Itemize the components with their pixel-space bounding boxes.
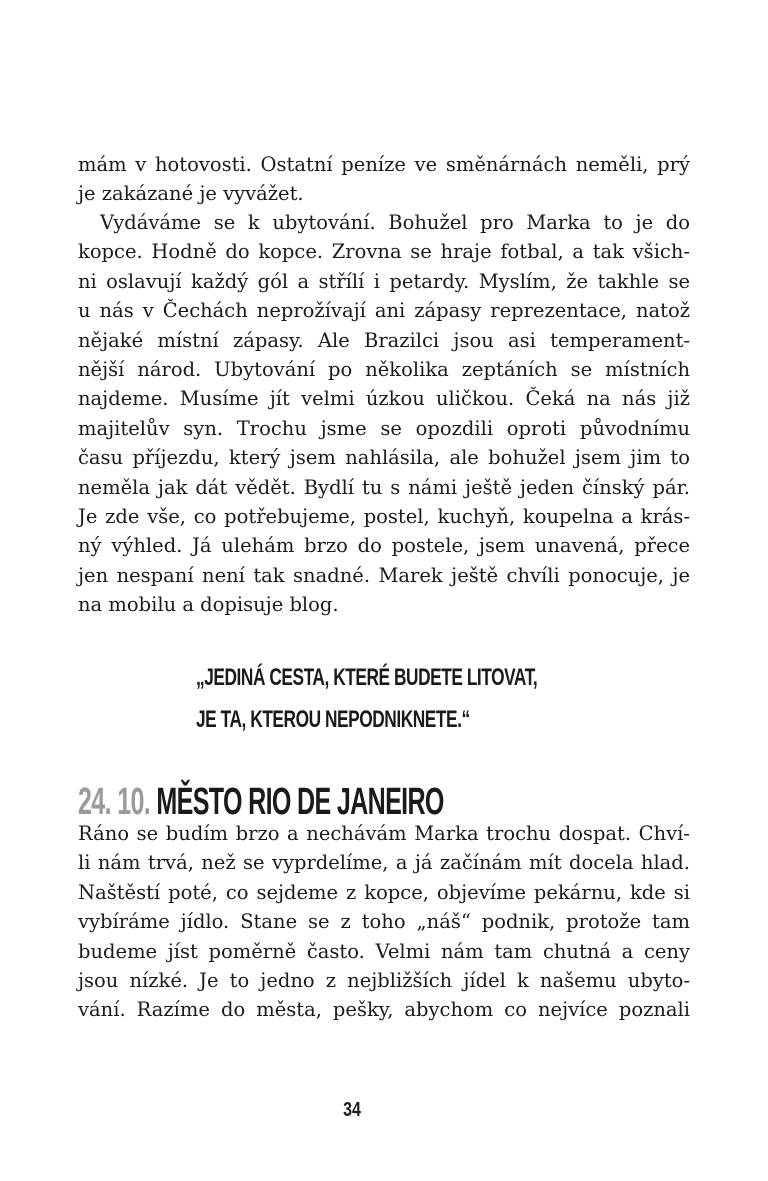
paragraph-continuation [78,150,690,209]
pull-quote-line-2: JE TA, KTEROU NEPODNIKNETE.“ [196,706,470,733]
text-line: ný výhled. Já ulehám brzo do postele, jsem unavená, přece [78,534,690,558]
text-line: neměla jak dát vědět. Bydlí tu s námi ještě jeden čínský pár. [78,475,690,499]
text-line: jsou nízké. Je to jedno z nejbližších jídel k našemu ubyto- [78,968,690,992]
text-line: vybíráme jídlo. Stane se z toho „náš“ podnik, protože tam [78,910,690,934]
section-title: MĚSTO RIO DE JANEIRO [156,781,444,823]
paragraph-accommodation [78,208,690,619]
text-line: mám v hotovosti. Ostatní peníze ve směnárnách neměli, prý [78,153,690,176]
text-line: najdeme. Musíme jít velmi úzkou uličkou. Čeká na nás již [78,387,690,411]
section-date: 24. 10. [78,781,151,823]
text-line: ni oslavují každý gól a střílí i petardy. Myslím, že takhle se [78,269,690,293]
section-heading [78,780,444,824]
text-line: Naštěstí poté, co sejdeme z kopce, objevíme pekárnu, kde si [78,880,690,904]
text-line: u nás v Čechách neprožívají ani zápasy reprezentace, natož [78,299,690,323]
text-line: Vydáváme se k ubytování. Bohužel pro Marka to je do [100,211,690,234]
text-line: vání. Razíme do města, pešky, abychom co nejvíce poznali [78,998,690,1022]
text-line: kopce. Hodně do kopce. Zrovna se hraje fotbal, a tak všich- [78,240,690,264]
pull-quote-line-1: „JEDINÁ CESTA, KTERÉ BUDETE LITOVAT, [196,664,538,691]
text-line: li nám trvá, než se vyprdelíme, a já začínám mít docela hlad. [78,851,690,875]
paragraph-rio-morning [78,819,690,1025]
text-line: na mobilu a dopisuje blog. [78,593,339,617]
text-line: jen nespaní není tak snadné. Marek ještě chvíli ponocuje, je [78,563,690,587]
text-line: nější národ. Ubytování po několika zeptáních se místních [78,357,690,381]
text-line: Ráno se budím brzo a nechávám Marka trochu dospat. Chví- [78,822,690,845]
text-line: času příjezdu, který jsem nahlásila, ale bohužel jsem jim to [78,446,690,470]
text-line: nějaké místní zápasy. Ale Brazilci jsou asi temperament- [78,328,690,352]
text-line: je zakázané je vyvážet. [78,182,304,206]
text-line: Je zde vše, co potřebujeme, postel, kuchyň, koupelna a krás- [78,504,690,528]
text-line: majitelův syn. Trochu jsme se opozdili oproti původnímu [78,416,690,440]
text-line: budeme jíst poměrně často. Velmi nám tam chutná a ceny [78,939,690,963]
page-number: 34 [343,1099,361,1121]
